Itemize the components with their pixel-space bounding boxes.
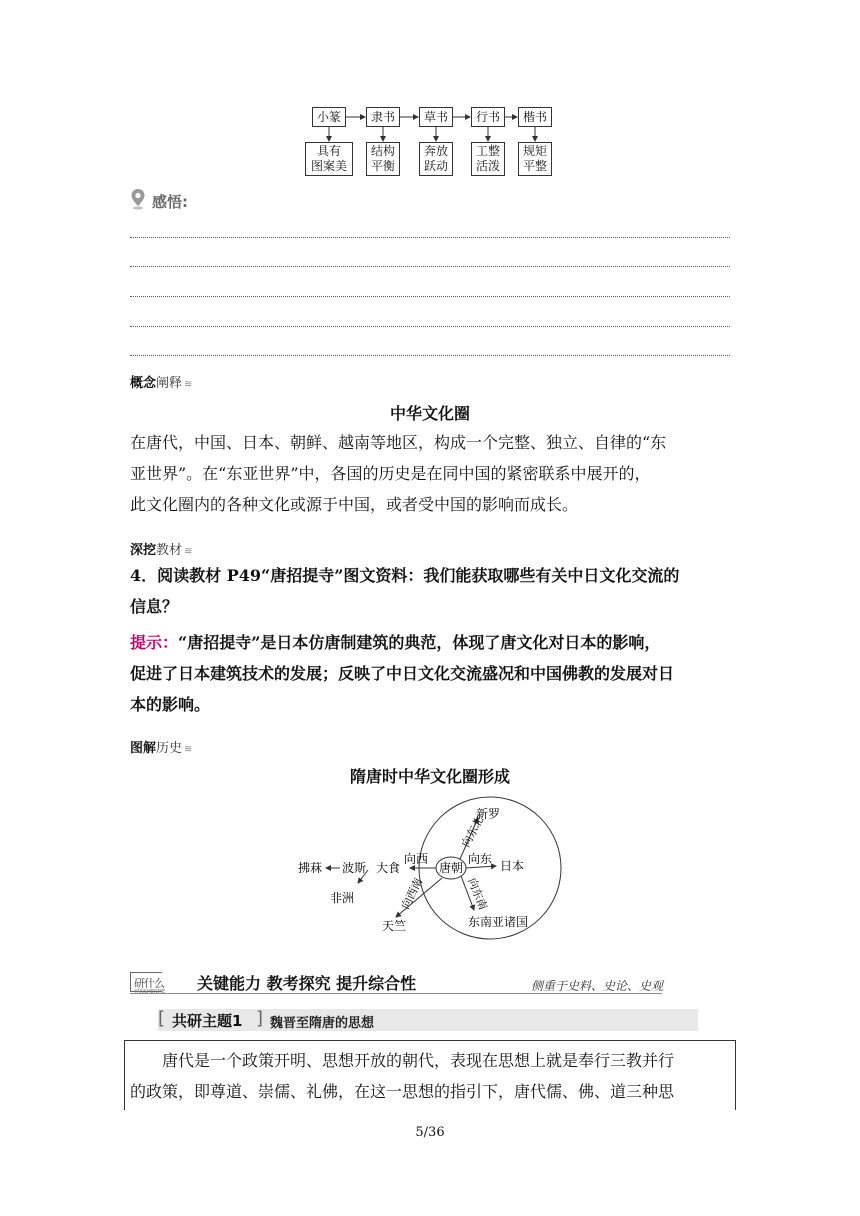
section-tag-bold: 概念 — [130, 376, 157, 391]
cultural-sphere-diagram — [290, 796, 570, 940]
label-northeast: 向东北 — [459, 814, 487, 850]
section-tag-diagram — [130, 737, 192, 756]
page-number: 5/36 — [415, 1125, 445, 1140]
question-line: 4．阅读教材 P49“唐招提寺”图文资料：我们能获取哪些有关中日文化交流的 — [130, 566, 680, 585]
passage-line: 的政策，即尊道、崇儒、礼佛，在这一思想的指引下，唐代儒、佛、道三种思 — [130, 1082, 675, 1101]
flow-node-lishu: 隶书 — [366, 107, 400, 127]
flow-desc-1 — [305, 142, 353, 176]
concept-line: 在唐代，中国、日本、朝鲜、越南等地区，构成一个完整、独立、自律的“东 — [130, 433, 667, 452]
question-line: 信息？ — [130, 597, 179, 616]
flow-node-caoshu: 草书 — [419, 107, 453, 127]
label-persia: 波斯 — [342, 861, 367, 875]
section-tag-light: 教材 — [156, 543, 183, 558]
label-sea: 东南亚诸国 — [468, 915, 529, 929]
passage-line: 唐代是一个政策开明、思想开放的朝代，表现在思想上就是奉行三教并行 — [162, 1051, 675, 1070]
concept-line: 亚世界”。在“东亚世界”中，各国的历史是在同中国的紧密联系中展开的， — [130, 464, 651, 483]
theme-title: 魏晋至隋唐的思想 — [270, 1016, 375, 1031]
label-west: 向西 — [404, 852, 429, 866]
answer-line — [130, 237, 730, 238]
answer-line — [130, 326, 730, 327]
flow-desc-line: 平衡 — [370, 159, 395, 173]
hint-label: 提示： — [130, 633, 179, 652]
label-byzantium: 拂菻 — [298, 861, 323, 875]
bracket-left: [ — [158, 1008, 166, 1029]
answer-line — [130, 266, 730, 267]
banner-title: 关键能力 教考探究 提升综合性 — [197, 974, 417, 993]
insight-label: 感悟: — [152, 193, 188, 211]
label-japan: 日本 — [500, 859, 525, 873]
theme-label: 共研主题1 — [172, 1012, 243, 1030]
label-southwest: 向西南 — [399, 875, 426, 912]
flow-desc-line: 图案美 — [310, 159, 347, 173]
flow-node-kaishu: 楷书 — [518, 107, 552, 127]
chevron-down-icon: ≋ — [184, 546, 193, 557]
concept-line: 此文化圈内的各种文化或源于中国，或者受中国的影响而成长。 — [130, 495, 579, 514]
chevron-down-icon: ≋ — [184, 379, 193, 390]
hint-text: “唐招提寺”是日本仿唐制建筑的典范，体现了唐文化对日本的影响， — [178, 633, 661, 652]
label-silla: 新罗 — [476, 807, 501, 821]
section-tag-textbook — [130, 539, 192, 558]
location-pin-icon — [130, 188, 146, 210]
flow-desc-line: 结构 — [370, 144, 395, 158]
section-tag-bold: 深挖 — [130, 543, 157, 558]
flow-desc-2 — [366, 142, 400, 176]
flow-node-xiaozhuan: 小篆 — [312, 107, 346, 127]
flow-desc-4 — [471, 142, 505, 176]
concept-title: 中华文化圈 — [389, 404, 470, 423]
flow-desc-line: 工整 — [475, 144, 500, 158]
answer-line — [130, 296, 730, 297]
banner-note: 侧重于史料、史论、史观 — [531, 979, 664, 993]
concept-body — [130, 427, 734, 520]
section-tag-concept — [130, 372, 192, 391]
flow-desc-3 — [419, 142, 453, 176]
section-tag-light: 阐释 — [156, 376, 183, 391]
section-tag-bold: 图解 — [130, 741, 157, 756]
flow-desc-line: 平整 — [522, 159, 547, 173]
label-arabia: 大食 — [376, 861, 401, 875]
section-tag-light: 历史 — [156, 741, 183, 756]
label-east: 向东 — [468, 852, 493, 866]
flow-node-xingshu: 行书 — [471, 107, 505, 127]
hint-block — [130, 627, 734, 720]
flow-desc-line: 跃动 — [423, 159, 448, 173]
hint-line: 促进了日本建筑技术的发展；反映了中日文化交流盛况和中国佛教的发展对日 — [130, 664, 675, 683]
label-southeast: 向东南 — [465, 876, 490, 912]
banner-logo: 研什么 — [134, 977, 164, 990]
chevron-down-icon: ≋ — [184, 744, 193, 755]
banner-logo-sub: YANSHENME — [134, 989, 166, 995]
answer-line — [130, 355, 730, 356]
bracket-right: ] — [256, 1008, 264, 1029]
hint-line — [130, 627, 734, 658]
arrow-east — [466, 866, 496, 868]
flow-desc-line: 具有 — [316, 144, 341, 158]
flow-desc-5 — [518, 142, 552, 176]
center-label: 唐朝 — [438, 861, 464, 875]
flow-desc-line: 规矩 — [522, 144, 547, 158]
hint-line: 本的影响。 — [130, 695, 211, 714]
diagram-title: 隋唐时中华文化圈形成 — [349, 767, 510, 786]
label-africa: 非洲 — [330, 891, 355, 905]
question-4 — [130, 560, 734, 622]
label-india: 天竺 — [382, 919, 407, 933]
source-passage — [130, 1045, 734, 1107]
flow-desc-line: 活泼 — [475, 159, 500, 173]
flow-desc-line: 奔放 — [423, 144, 448, 158]
